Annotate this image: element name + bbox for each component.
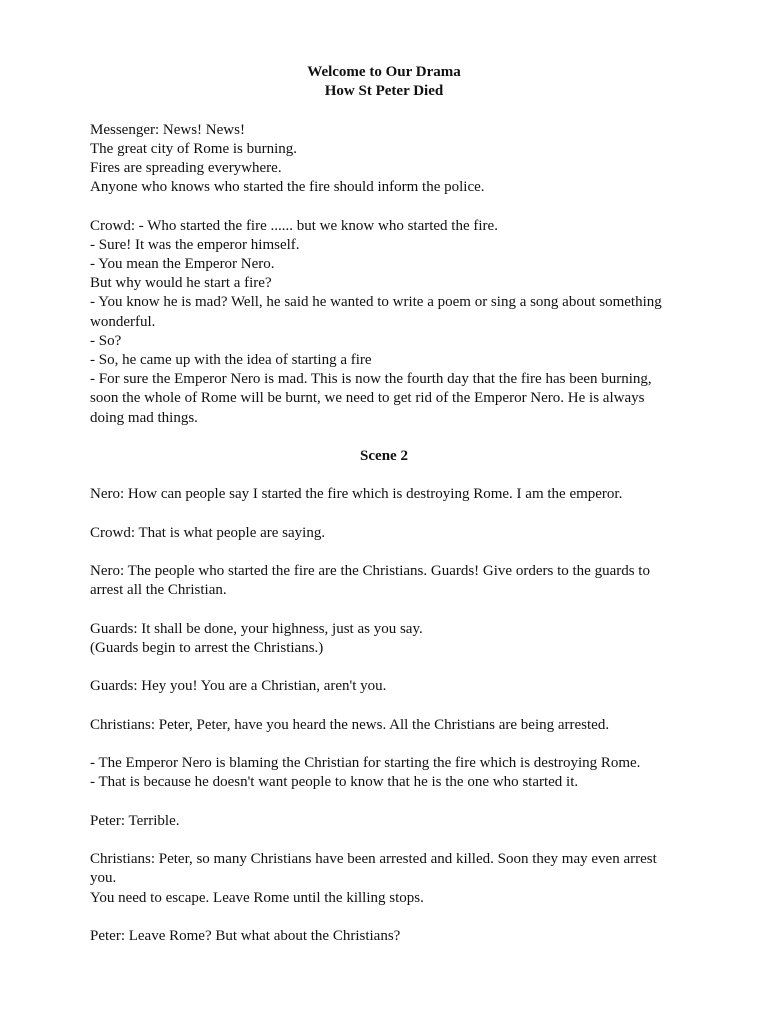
speech-line: Fires are spreading everywhere. [90, 160, 282, 176]
spacer [90, 466, 678, 485]
guards-speech: Guards: Hey you! You are a Christian, aren't you. [90, 678, 387, 695]
christians-speech [90, 754, 678, 792]
document-subtitle: How St Peter Died [324, 83, 444, 100]
christians-speech: Christians: Peter, Peter, have you heard the news. All the Christians are being arrested. [90, 716, 610, 733]
speech-line: - That is because he doesn't want people to know that he is the one who started it. [90, 774, 579, 791]
speech-line: The great city of Rome is burning. [90, 140, 298, 157]
spacer [90, 601, 678, 620]
speech-line: - You mean the Emperor Nero. [90, 256, 275, 272]
spacer [90, 197, 678, 216]
nero-speech: Nero: The people who started the fire are the Christians. Guards! Give orders to the guards to arrest all the Christian. [90, 563, 650, 599]
peter-speech: Peter: Leave Rome? But what about the Christians? [90, 927, 401, 944]
crowd-speech-scene2: Crowd: That is what people are saying. [90, 524, 326, 541]
speech-line: - For sure the Emperor Nero is mad. This is now the fourth day that the fire has been burning, soon the whole of Rome will be burnt, we need to get rid of the Emperor Nero. He is always doing mad things. [90, 371, 652, 426]
spacer [90, 543, 678, 562]
spacer [90, 735, 678, 754]
speech-line: You need to escape. Leave Rome until the killing stops. [90, 889, 424, 906]
document-page [90, 63, 678, 946]
speech-line: - So? [90, 332, 122, 349]
crowd-speech [90, 217, 678, 428]
speech-line: Anyone who knows who started the fire should inform the police. [90, 179, 485, 196]
spacer [90, 697, 678, 716]
speech-line: Messenger: News! News! [90, 121, 245, 138]
speech-line: - Sure! It was the emperor himself. [90, 236, 300, 253]
nero-speech: Nero: How can people say I started the fire which is destroying Rome. I am the emperor. [90, 486, 623, 503]
christians-speech [90, 850, 678, 908]
spacer [90, 505, 678, 524]
speech-line: - The Emperor Nero is blaming the Christian for starting the fire which is destroying Rome. [90, 755, 641, 772]
spacer [90, 908, 678, 927]
speech-line: - So, he came up with the idea of starting a fire [90, 352, 372, 369]
peter-speech: Peter: Terrible. [90, 812, 180, 829]
stage-direction: (Guards begin to arrest the Christians.) [90, 639, 324, 656]
spacer [90, 793, 678, 812]
spacer [90, 831, 678, 850]
guards-speech [90, 620, 678, 658]
speech-line: Christians: Peter, so many Christians have been arrested and killed. Soon they may even arrest you. [90, 851, 657, 887]
document-title: Welcome to Our Drama [307, 64, 461, 80]
speech-line: Guards: It shall be done, your highness, just as you say. [90, 620, 423, 637]
spacer [90, 428, 678, 447]
speech-line: But why would he start a fire? [90, 275, 272, 292]
messenger-speech [90, 121, 678, 198]
spacer [90, 101, 678, 120]
speech-line: - You know he is mad? Well, he said he wanted to write a poem or sing a song about something wonderful. [90, 294, 662, 330]
scene-heading: Scene 2 [360, 448, 408, 465]
speech-line: Crowd: - Who started the fire ...... but we know who started the fire. [90, 217, 498, 234]
spacer [90, 658, 678, 677]
